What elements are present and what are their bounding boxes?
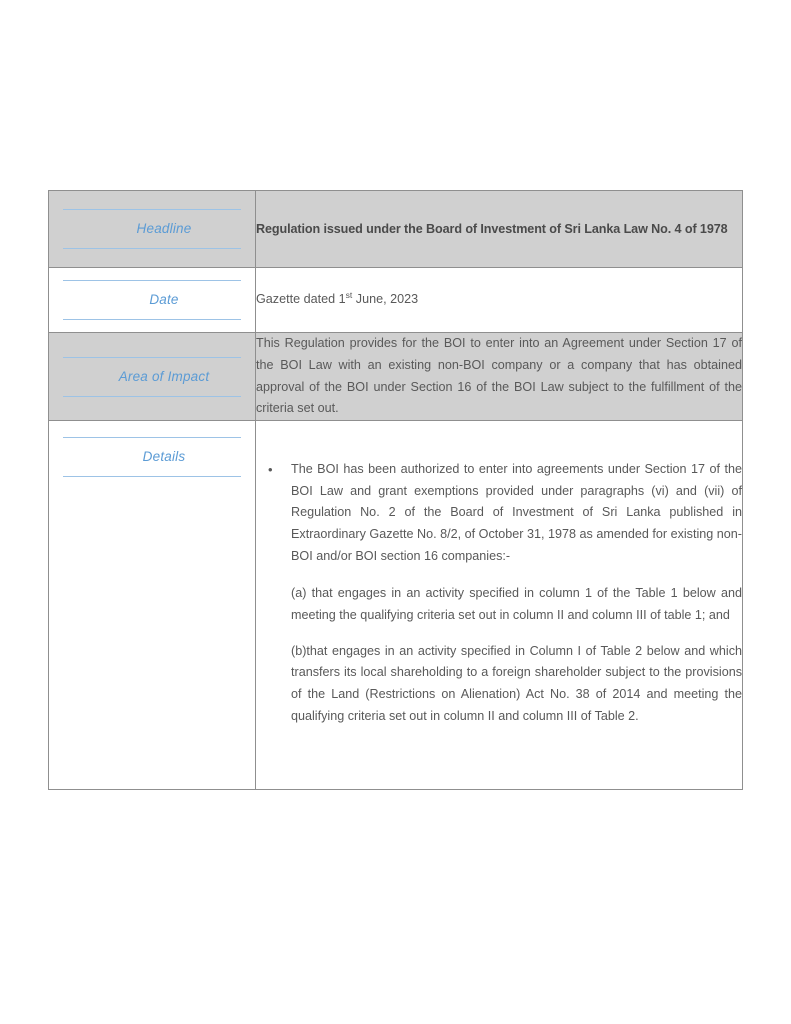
content-cell-area-of-impact — [256, 333, 743, 421]
label-cell-date — [49, 268, 256, 333]
date-ordinal-suffix: st — [345, 290, 353, 301]
label-text-details: Details — [142, 449, 186, 464]
bullet-item-text: The BOI has been authorized to enter into agreements under Section 17 of the BOI Law and grant exemptions provided under paragraphs (vi) and (vii) of Regulation No. 2 of the Board of Investment of Sri Lanka published in Extraordinary Gazette No. 8/2, of October 31, 1978 as amended for existing non-BOI and/or BOI section 16 companies:- — [291, 462, 742, 563]
date-value — [256, 291, 742, 309]
label-rule-bottom-icon — [63, 248, 241, 249]
date-prefix: Gazette dated 1 — [256, 292, 346, 307]
label-cell-area-of-impact — [49, 333, 256, 421]
details-bullet-list — [256, 459, 742, 567]
label-cell-details — [49, 421, 256, 790]
table-row-details — [49, 421, 743, 790]
details-sub-paragraph-b: (b)that engages in an activity specified in Column I of Table 2 below and which transfers its local shareholding to a foreign shareholder subject to the provisions of the Land (Restrictions on Alienation) Act No. 38 of 2014 and meeting the qualifying criteria set out in column II and column III of Table 2. — [291, 643, 742, 723]
date-suffix: June, 2023 — [352, 292, 419, 307]
table-row-headline — [49, 191, 743, 268]
label-rule-bottom-icon — [63, 476, 241, 477]
content-cell-date — [256, 268, 743, 333]
label-block-area-of-impact — [49, 345, 255, 409]
area-of-impact-value: This Regulation provides for the BOI to enter into an Agreement under Section 17 of the BOI Law with an existing non-BOI company or a company that has obtained approval of the BOI under Section 16 of the BOI Law subject to the fulfillment of the criteria set out. — [256, 336, 742, 416]
label-rule-bottom-icon — [63, 396, 241, 397]
content-cell-headline — [256, 191, 743, 268]
label-rule-bottom-icon — [63, 319, 241, 320]
label-text-headline: Headline — [136, 221, 192, 236]
list-item — [256, 459, 742, 567]
label-block-date — [49, 268, 255, 332]
regulation-summary-table — [48, 190, 743, 790]
bullet-point-icon: • — [268, 462, 273, 477]
headline-value: Regulation issued under the Board of Investment of Sri Lanka Law No. 4 of 1978 — [256, 221, 728, 236]
label-block-details — [49, 421, 255, 485]
label-text-date: Date — [149, 292, 179, 308]
label-text-area-of-impact: Area of Impact — [118, 368, 210, 384]
label-block-headline — [49, 191, 255, 267]
label-cell-headline — [49, 191, 256, 268]
content-cell-details — [256, 421, 743, 790]
table-row-date — [49, 268, 743, 333]
details-sub-paragraph-a: (a) that engages in an activity specified in column 1 of the Table 1 below and meeting the qualifying criteria set out in column II and column III of table 1; and — [291, 586, 742, 622]
table-row-area-of-impact — [49, 333, 743, 421]
